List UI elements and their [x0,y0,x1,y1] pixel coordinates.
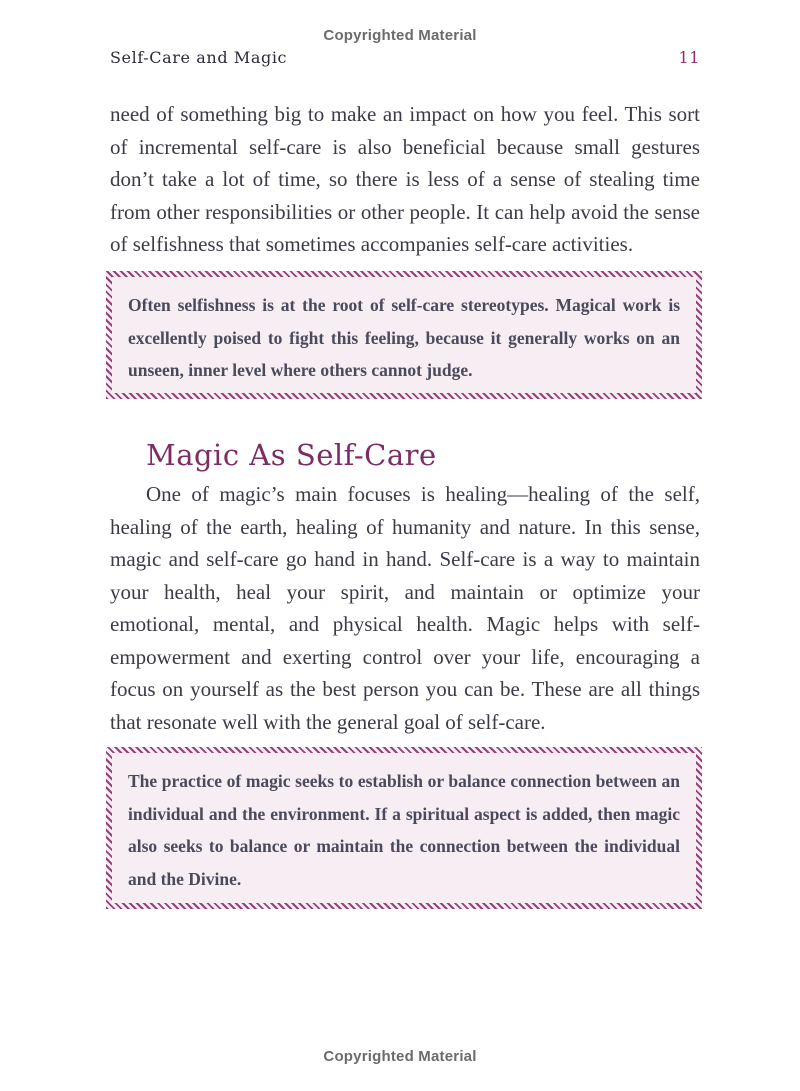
page-number: 11 [678,48,700,67]
callout-text-1: Often selfishness is at the root of self-care stereotypes. Magical work is excellently poised to fight this feeling, because it generally works on an unseen, inner level where others cannot judge. [128,295,680,380]
running-title: Self-Care and Magic [110,48,288,67]
section-heading: Magic As Self-Care [146,438,437,472]
running-header [110,48,700,68]
copyright-watermark-bottom: Copyrighted Material [323,1048,477,1065]
callout-box-1 [106,271,702,399]
callout-box-2 [106,747,702,909]
body-paragraph-1: need of something big to make an impact on how you feel. This sort of incremental self-care is also beneficial because small gestures don’t take a lot of time, so there is less of a sense of stealing time from other responsibilities or other people. It can help avoid the sense of selfishness that sometimes accompanies self-care activities. [110,102,700,256]
callout-text-2: The practice of magic seeks to establish or balance connection between an individual and the environment. If a spiritual aspect is added, then magic also seeks to balance or maintain the connection between the individual and the Divine. [128,771,680,889]
body-paragraph-2: One of magic’s main focuses is healing—healing of the self, healing of the earth, healing of humanity and nature. In this sense, magic and self-care go hand in hand. Self-care is a way to maintain your health, heal your spirit, and maintain or optimize your emotional, mental, and physical health. Magic helps with self-empowerment and exerting control over your life, encouraging a focus on yourself as the best person you can be. These are all things that resonate well with the general goal of self-care. [110,482,700,734]
copyright-watermark-top: Copyrighted Material [323,27,477,44]
